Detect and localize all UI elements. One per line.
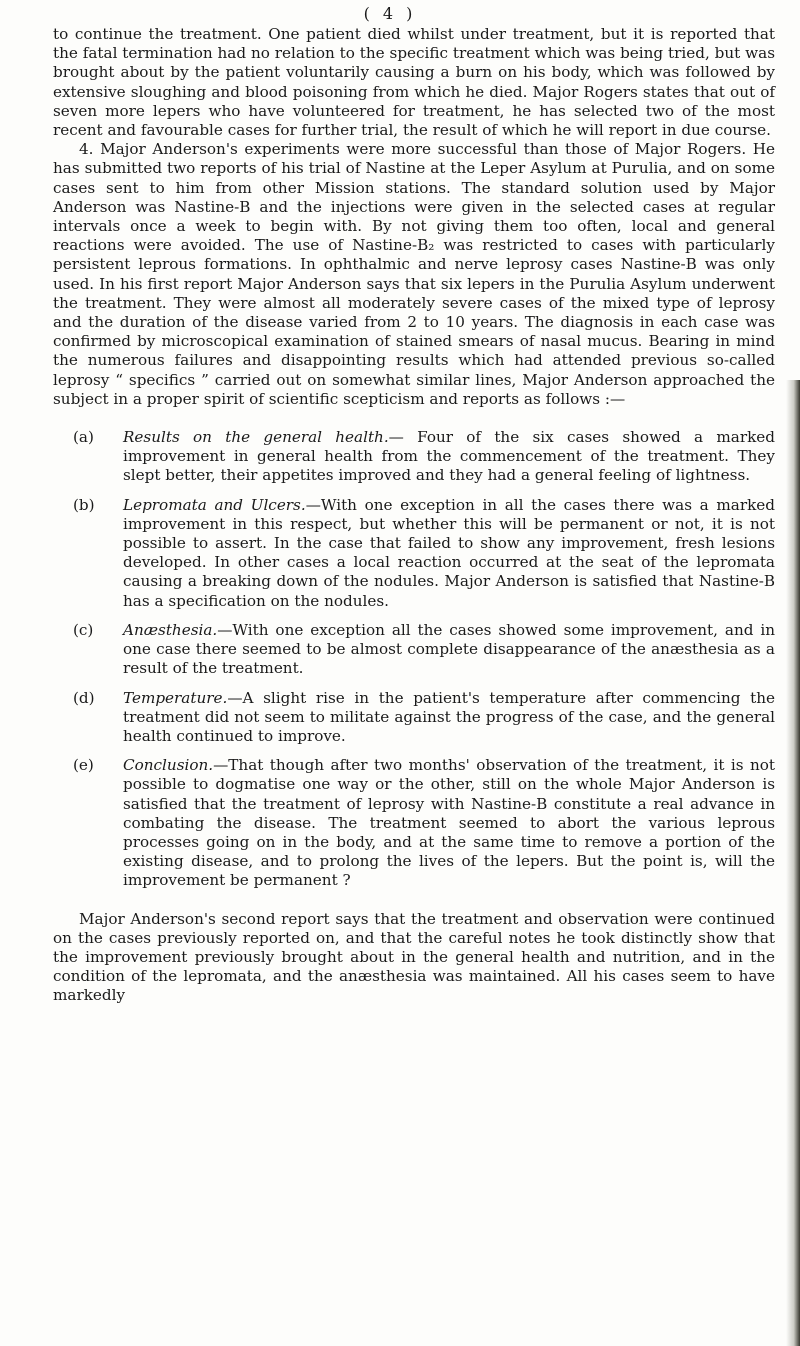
item-heading: Lepromata and Ulcers. bbox=[123, 495, 306, 514]
item-marker: (d) bbox=[73, 688, 95, 707]
item-text: —With one exception in all the cases there was a marked improvement in this respect, but whether this will be permanent or not, it is not possible to assert. In the case that failed to show any improvement, fresh lesions developed. In other cases a local reaction occurred at the seat of the lepromata causing a breaking down of the nodules. Major Anderson is satisfied that Nastine-B has a specification on the nodules. bbox=[123, 495, 775, 610]
paragraph-second-report: Major Anderson's second report says that the treatment and observation were continued on the cases previously reported on, and that the careful notes he took distinctly show that the improvement previously brought about in the general health and nutrition, and in the condition of the lepromata, and the anæsthesia was maintained. All his cases seem to have markedly bbox=[53, 909, 775, 1005]
item-text: — Four of the six cases showed a marked improvement in general health from the commencement of the treatment. They slept better, their appetites improved and they had a general feeling of lightness. bbox=[123, 428, 775, 485]
results-list bbox=[73, 428, 775, 890]
item-text: —With one exception all the cases showed some improvement, and in one case there seemed to be almost complete disappearance of the anæsthesia as a result of the treatment. bbox=[123, 620, 775, 678]
list-item bbox=[73, 688, 775, 747]
body-text bbox=[53, 25, 775, 1006]
list-item bbox=[73, 428, 775, 486]
item-text: —A slight rise in the patient's temperature after commencing the treatment did not seem to militate against the progress of the case, and the general health continued to improve. bbox=[123, 688, 775, 745]
list-item bbox=[73, 620, 775, 679]
item-heading: Anæsthesia. bbox=[123, 620, 218, 639]
page-edge-shadow bbox=[786, 380, 800, 1346]
list-item bbox=[73, 756, 775, 890]
item-heading: Results on the general health. bbox=[123, 428, 389, 447]
item-marker: (a) bbox=[73, 428, 94, 447]
item-marker: (c) bbox=[73, 620, 94, 639]
item-heading: Conclusion. bbox=[123, 756, 214, 775]
item-marker: (e) bbox=[73, 756, 94, 775]
paragraph-section-4: 4. Major Anderson's experiments were more successful than those of Major Rogers. He has submitted two reports of his trial of Nastine at the Leper Asylum at Purulia, and on some cases sent to him from other Mission stations. The standard solution used by Major Anderson was Nastine-B and the injections were given in the selected cases at regular intervals once a week to begin with. By not giving them too often, local and general reactions were avoided. The use of Nastine-B₂ was restricted to cases with particularly persistent leprous formations. In ophthalmic and nerve leprosy cases Nastine-B was only used. In his first report Major Anderson says that six lepers in the Purulia Asylum underwent the treatment. They were almost all moderately severe cases of the mixed type of leprosy and the duration of the disease varied from 2 to 10 years. The diagnosis in each case was confirmed by microscopical examination of stained smears of nasal mucus. Bearing in mind the numerous failures and disappointing results which had attended previous so-called leprosy “ specifics ” carried out on somewhat similar lines, Major Anderson approached the subject in a proper spirit of scientific scepticism and reports as follows :— bbox=[53, 140, 775, 408]
item-marker: (b) bbox=[73, 495, 95, 514]
list-item bbox=[73, 495, 775, 611]
paragraph-continuation: to continue the treatment. One patient died whilst under treatment, but it is reported that the fatal termination had no relation to the specific treatment which was being tried, but was brought about by the patient voluntarily causing a burn on his body, which was followed by extensive sloughing and blood poisoning from which he died. Major Rogers states that out of seven more lepers who have volunteered for treatment, he has selected two of the most recent and favourable cases for further trial, the result of which he will report in due course. bbox=[53, 25, 775, 140]
item-heading: Temperature. bbox=[123, 688, 228, 707]
page-number: ( 4 ) bbox=[363, 4, 417, 23]
item-text: —That though after two months' observation of the treatment, it is not possible to dogmatise one way or the other, still on the whole Major Anderson is satisfied that the treatment of leprosy with Nastine-B constitute a real advance in combating the disease. The treatment seemed to abort the various leprous processes going on in the body, and at the same time to remove a portion of the existing disease, and to prolong the lives of the lepers. But the point is, will the improvement be permanent ? bbox=[123, 756, 775, 890]
